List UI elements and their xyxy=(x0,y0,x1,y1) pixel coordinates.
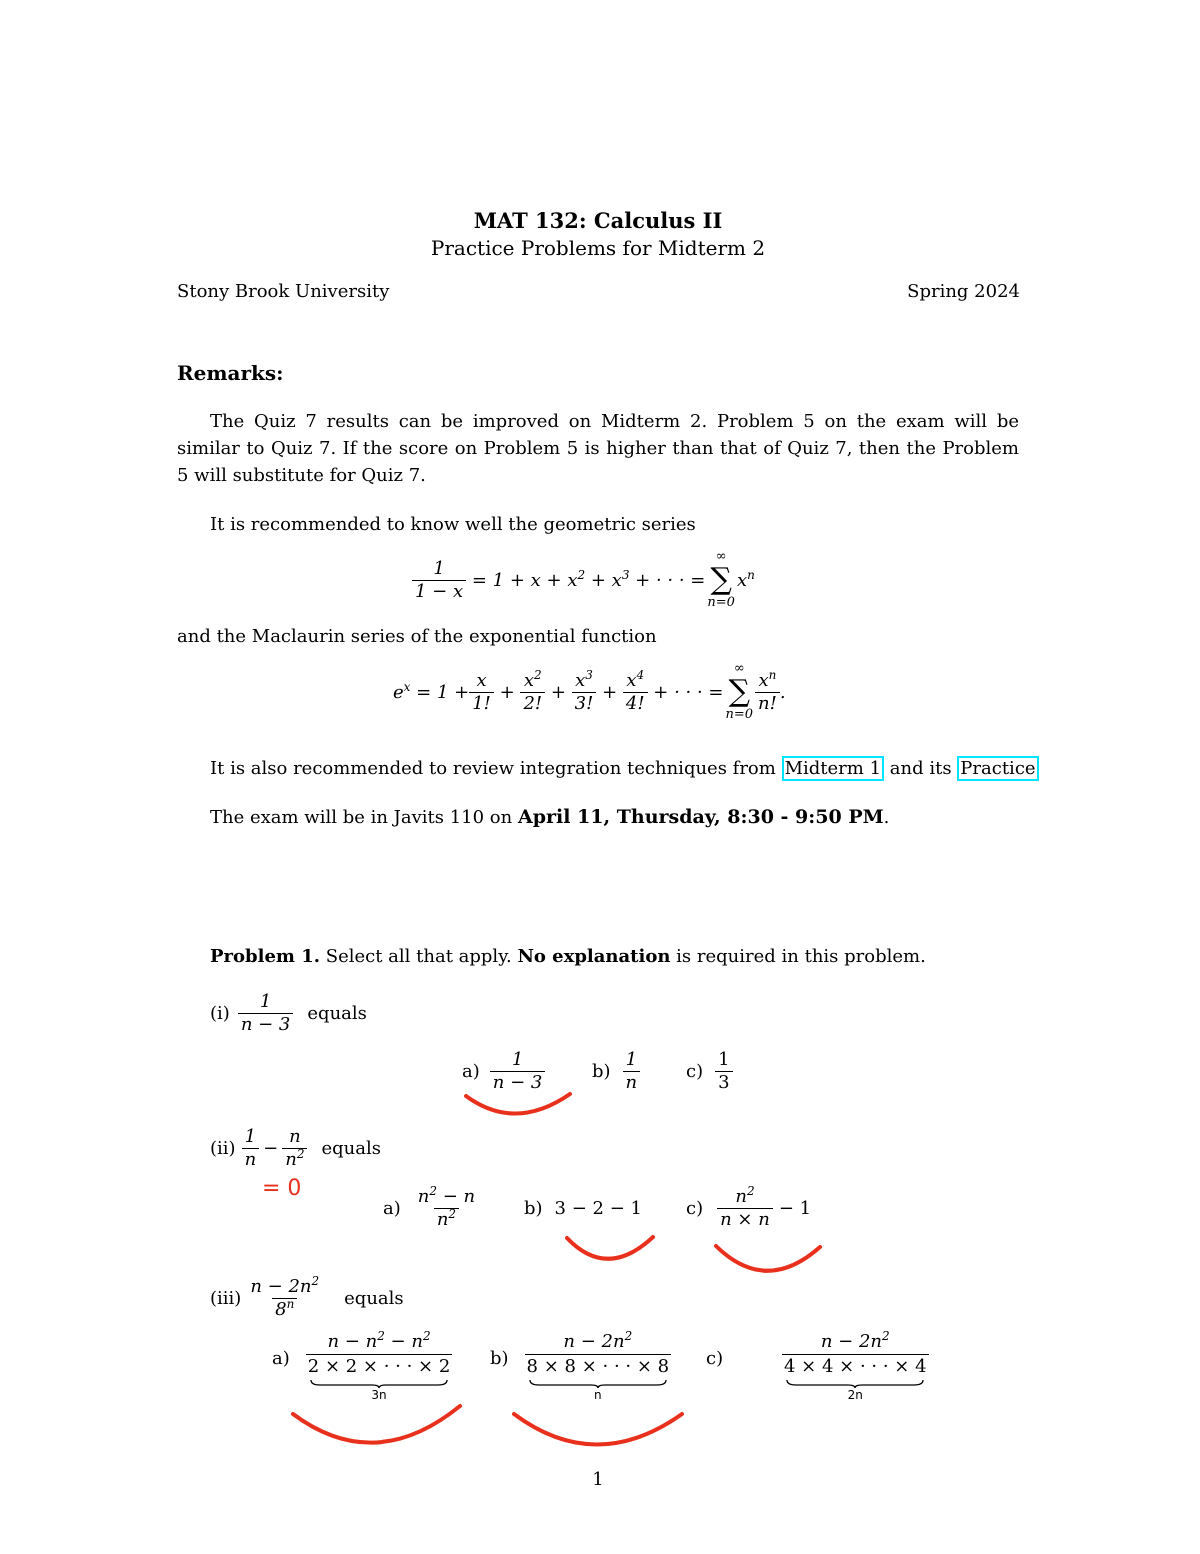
exam-date-time: April 11, Thursday, 8:30 - 9:50 PM xyxy=(517,806,884,828)
part-i-label: (i) xyxy=(210,1002,230,1024)
part-ii-option-a-label: a) xyxy=(383,1197,401,1219)
handwritten-equals-zero: = 0 xyxy=(262,1176,302,1201)
part-iii-option-a: a) $n - n^2 - n^2$ 2 × 2 × · · · × 2 3n xyxy=(272,1329,451,1402)
part-iii-equals: equals xyxy=(344,1287,404,1309)
part-iii-question: (iii) $\frac{n - 2n^2}{8^n}$ equals xyxy=(210,1273,404,1320)
part-i-question: (i) $\frac{1}{n - 3}$ equals xyxy=(210,990,367,1035)
part-ii-option-b: b) 3 − 2 − 1 xyxy=(524,1197,642,1219)
brace-label-a: 3n xyxy=(371,1388,387,1402)
document-title: MAT 132: Calculus II xyxy=(473,208,723,233)
part-iii-option-a-label: a) xyxy=(272,1348,290,1369)
part-iii-option-b: b) $n - 2n^2$ 8 × 8 × · · · × 8 n xyxy=(490,1329,670,1402)
part-i-option-a: a) $\frac{1}{n - 3}$ xyxy=(462,1043,545,1099)
part-iii-option-c-label: c) xyxy=(706,1348,724,1369)
exam-info xyxy=(210,804,889,831)
part-ii-option-c: c) $\frac{n^2}{n \times n}$ − 1 xyxy=(686,1183,812,1230)
part-i-option-c-label: c) xyxy=(686,1060,704,1082)
geometric-series-formula: $\frac{1}{1 - x}$ = $1 + x + x^2 + x^3$ + · · · = ∞ ∑ n=0 $x^n$ xyxy=(412,545,755,615)
part-i-option-b-label: b) xyxy=(592,1060,611,1082)
part-i-equals: equals xyxy=(307,1002,367,1024)
brace-label-c: 2n xyxy=(847,1388,863,1402)
part-ii-label: (ii) xyxy=(210,1137,236,1159)
midterm-1-link[interactable]: Midterm 1 xyxy=(782,756,884,781)
part-ii-question: (ii) $\frac{1}{n}$ − $\frac{n}{n^2}$ equals xyxy=(210,1125,381,1170)
part-i-option-c: c) $\frac{1}{3}$ xyxy=(686,1043,733,1099)
remarks-paragraph-maclaurin: and the Maclaurin series of the exponential function xyxy=(177,626,657,647)
part-iii-option-b-label: b) xyxy=(490,1348,509,1369)
problem-1-text-2: is required in this problem. xyxy=(676,946,926,967)
remarks-paragraph-integration xyxy=(210,755,1039,782)
part-i-option-a-label: a) xyxy=(462,1060,480,1082)
part-ii-option-b-label: b) xyxy=(524,1197,543,1219)
exponential-series-formula: $e^x = 1$ + $\frac{x}{1!}$ + $\frac{x^2}{2!}$ + $\frac{x^3}{3!}$ + $\frac{x^4}{4!}$ + · · · = ∞ ∑ n=0 $\frac{x^n}{n!}$ . xyxy=(393,661,786,722)
remarks-paragraph-quiz: The Quiz 7 results can be improved on Midterm 2. Problem 5 on the exam will be similar to Quiz 7. If the score on Problem 5 is higher than that of Quiz 7, then the Problem 5 will substitute for Quiz 7. xyxy=(177,411,1019,486)
part-ii-option-a: a) $\frac{n^2 - n}{n^2}$ xyxy=(383,1183,476,1230)
term: Spring 2024 xyxy=(907,281,1020,302)
problem-1-text-1: Select all that apply. xyxy=(325,946,512,967)
part-iii-label: (iii) xyxy=(210,1287,242,1309)
problem-1-label: Problem 1. xyxy=(210,946,321,967)
institution: Stony Brook University xyxy=(177,281,390,302)
problem-1-statement xyxy=(210,943,926,970)
integration-text-mid: and its xyxy=(889,758,952,779)
part-ii-equals: equals xyxy=(321,1137,381,1159)
document-subtitle: Practice Problems for Midterm 2 xyxy=(430,236,766,260)
integration-text-prefix: It is also recommended to review integration techniques from xyxy=(210,758,776,779)
annotation-arc-iii-a xyxy=(293,1406,460,1443)
part-i-option-b: b) $\frac{1}{n}$ xyxy=(592,1043,640,1099)
part-iii-option-c: $n - 2n^2$ 4 × 4 × · · · × 4 2n xyxy=(784,1329,927,1402)
annotation-arc-ii-c xyxy=(716,1246,820,1271)
practice-link[interactable]: Practice xyxy=(957,756,1038,781)
exam-info-suffix: . xyxy=(883,807,890,828)
part-ii-option-c-label: c) xyxy=(686,1197,704,1219)
annotation-arc-ii-b xyxy=(567,1237,653,1259)
exam-info-prefix: The exam will be in Javits 110 on xyxy=(210,807,513,828)
problem-1-bold: No explanation xyxy=(517,946,671,967)
annotation-arc-iii-b xyxy=(514,1414,682,1445)
remarks-heading: Remarks: xyxy=(177,361,284,385)
remarks-paragraph-geometric: It is recommended to know well the geometric series xyxy=(210,514,696,535)
brace-label-b: n xyxy=(594,1388,602,1402)
page-number: 1 xyxy=(592,1469,604,1490)
